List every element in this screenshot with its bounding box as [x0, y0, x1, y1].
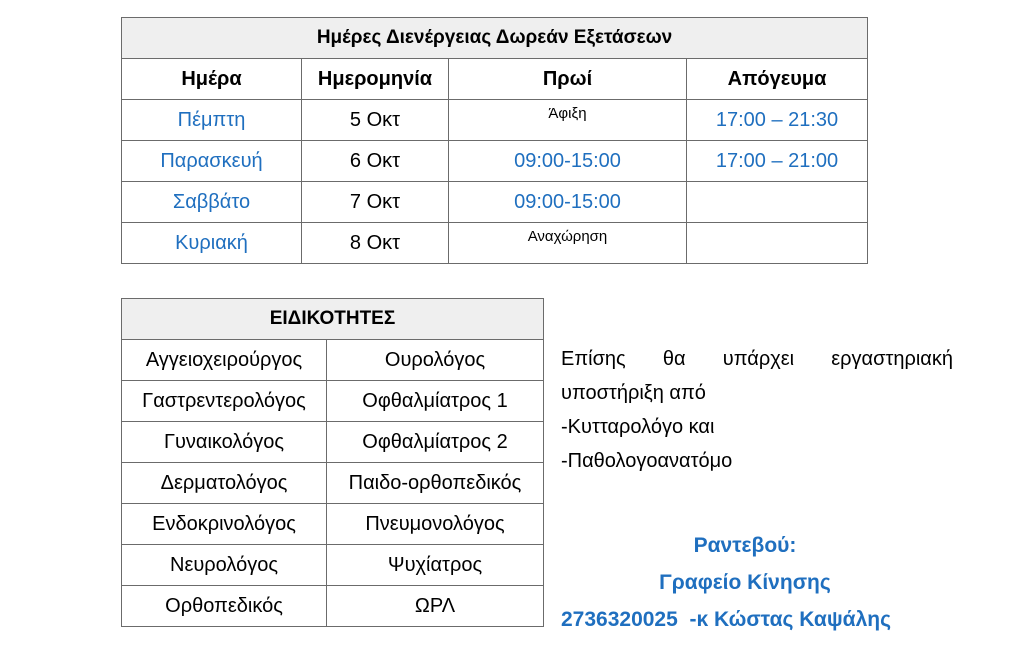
- day-cell: Πέμπτη: [122, 100, 302, 141]
- specialty-cell: Ορθοπεδικός: [122, 586, 327, 627]
- header-day: Ημέρα: [122, 59, 302, 100]
- note-line: -Παθολογοανατόμο: [561, 450, 733, 472]
- date-cell: 6 Οκτ: [302, 141, 449, 182]
- morning-cell: Αναχώρηση: [449, 223, 687, 264]
- morning-cell: 09:00-15:00: [449, 141, 687, 182]
- header-morning: Πρωί: [449, 59, 687, 100]
- specialty-cell: Ενδοκρινολόγος: [122, 504, 327, 545]
- afternoon-cell: [687, 182, 868, 223]
- morning-cell: 09:00-15:00: [449, 182, 687, 223]
- specialty-cell: Γαστρεντερολόγος: [122, 381, 327, 422]
- specialty-row: [122, 586, 544, 627]
- date-cell: 8 Οκτ: [302, 223, 449, 264]
- afternoon-cell: 17:00 – 21:30: [687, 100, 868, 141]
- date-cell: 7 Οκτ: [302, 182, 449, 223]
- note-line: -Κυτταρολόγο και: [561, 416, 715, 438]
- afternoon-cell: 17:00 – 21:00: [687, 141, 868, 182]
- specialty-row: [122, 545, 544, 586]
- specialty-cell: Γυναικολόγος: [122, 422, 327, 463]
- lab-support-note: [561, 342, 953, 478]
- appointment-heading: Ραντεβού:: [693, 534, 797, 557]
- specialty-cell: Πνευμονολόγος: [327, 504, 544, 545]
- specialty-cell: Παιδο-ορθοπεδικός: [327, 463, 544, 504]
- schedule-table: [121, 17, 868, 264]
- date-cell: 5 Οκτ: [302, 100, 449, 141]
- specialty-row: [122, 340, 544, 381]
- schedule-row: [122, 223, 868, 264]
- specialty-row: [122, 381, 544, 422]
- specialty-cell: Ψυχίατρος: [327, 545, 544, 586]
- specialty-cell: Αγγειοχειρούργος: [122, 340, 327, 381]
- appointment-contact: 2736320025 -κ Κώστας Καψάλης: [561, 608, 891, 631]
- day-cell: Παρασκευή: [122, 141, 302, 182]
- appointment-office: Γραφείο Κίνησης: [659, 571, 831, 594]
- specialty-cell: ΩΡΛ: [327, 586, 544, 627]
- day-cell: Σαββάτο: [122, 182, 302, 223]
- specialty-cell: Οφθαλμίατρος 2: [327, 422, 544, 463]
- specialty-cell: Νευρολόγος: [122, 545, 327, 586]
- specialty-row: [122, 422, 544, 463]
- specialties-title: ΕΙΔΙΚΟΤΗΤΕΣ: [122, 299, 544, 340]
- schedule-row: [122, 100, 868, 141]
- header-afternoon: Απόγευμα: [687, 59, 868, 100]
- specialties-table: [121, 298, 544, 627]
- note-line: Επίσης θα υπάρχει εργαστηριακή: [561, 348, 953, 370]
- specialty-cell: Ουρολόγος: [327, 340, 544, 381]
- note-line: υποστήριξη από: [561, 382, 706, 404]
- day-cell: Κυριακή: [122, 223, 302, 264]
- schedule-row: [122, 141, 868, 182]
- header-date: Ημερομηνία: [302, 59, 449, 100]
- specialty-row: [122, 504, 544, 545]
- schedule-title: Ημέρες Διενέργειας Δωρεάν Εξετάσεων: [122, 18, 868, 59]
- specialty-row: [122, 463, 544, 504]
- schedule-row: [122, 182, 868, 223]
- appointment-info: [540, 527, 950, 638]
- afternoon-cell: [687, 223, 868, 264]
- specialty-cell: Δερματολόγος: [122, 463, 327, 504]
- morning-cell: Άφιξη: [449, 100, 687, 141]
- specialty-cell: Οφθαλμίατρος 1: [327, 381, 544, 422]
